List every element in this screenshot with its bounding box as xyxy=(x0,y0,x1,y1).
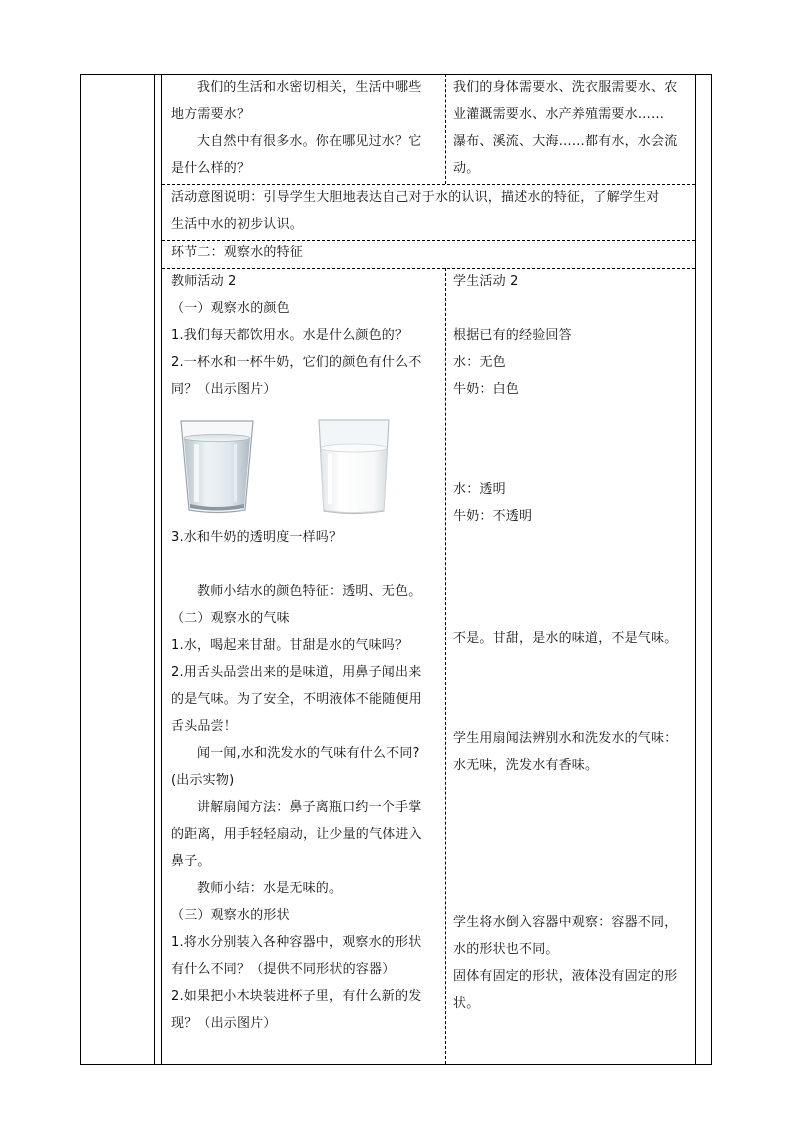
water-glass-image xyxy=(178,418,256,516)
teacher-line: 2.一杯水和一杯牛奶，它们的颜色有什么不 xyxy=(171,355,422,370)
student-line: 水的形状也不同。 xyxy=(453,942,559,957)
student-line: 牛奶：白色 xyxy=(453,382,520,397)
intro-teacher-line: 地方需要水？ xyxy=(171,107,251,122)
teacher-line: 1.水，喝起来甘甜。甘甜是水的气味吗？ xyxy=(171,638,409,653)
column-divider-1 xyxy=(154,74,155,1065)
section2-title: 环节二：观察水的特征 xyxy=(171,245,304,260)
shape-section-title: （三）观察水的形状 xyxy=(171,908,290,923)
student-line: 水：透明 xyxy=(453,482,506,497)
teacher-line: 2.如果把小木块装进杯子里，有什么新的发 xyxy=(171,989,422,1004)
teacher-line: 3.水和牛奶的透明度一样吗？ xyxy=(171,530,343,545)
teacher-line: 的是气味。为了安全，不明液体不能随便用 xyxy=(171,692,422,707)
intro-student-line: 瀑布、溪流、大海……都有水，水会流 xyxy=(453,134,678,149)
teacher-line: 1.将水分别装入各种容器中，观察水的形状 xyxy=(171,935,422,950)
teacher-line: 讲解扇闻方法：鼻子离瓶口约一个手掌 xyxy=(197,800,422,815)
intro-teacher-line: 我们的生活和水密切相关，生活中哪些 xyxy=(197,80,422,95)
teacher-line: (出示实物) xyxy=(171,773,235,788)
activity-intent-line: 生活中水的初步认识。 xyxy=(171,217,304,232)
teacher-line: 的距离，用手轻轻扇动，让少量的气体进入 xyxy=(171,827,422,842)
teacher-line: 舌头品尝！ xyxy=(171,719,238,734)
teacher-line: 同？（出示图片） xyxy=(171,382,277,397)
middle-dashed-divider-top xyxy=(445,74,446,184)
column-divider-2 xyxy=(161,74,162,1065)
teacher-activity-column xyxy=(171,268,443,1037)
table-left-border xyxy=(80,74,81,1065)
student-activity-column xyxy=(453,268,695,1017)
student-line: 水：无色 xyxy=(453,355,506,370)
activity-intent-line: 活动意图说明：引导学生大胆地表达自己对于水的认识，描述水的特征，了解学生对 xyxy=(171,190,660,205)
teacher-line: 鼻子。 xyxy=(171,854,211,869)
table-bottom-border xyxy=(80,1064,712,1065)
teacher-activity-header: 教师活动 2 xyxy=(171,274,237,289)
student-line: 牛奶：不透明 xyxy=(453,509,533,524)
middle-dashed-divider-bottom xyxy=(445,268,446,1064)
teacher-line: 2.用舌头品尝出来的是味道，用鼻子闻出来 xyxy=(171,665,422,680)
intro-teacher-line: 大自然中有很多水。你在哪见过水？它 xyxy=(197,134,422,149)
intro-student-cell xyxy=(453,74,693,182)
intro-teacher-cell xyxy=(171,74,441,182)
table-right-border xyxy=(711,74,712,1065)
milk-glass-image xyxy=(316,418,392,516)
intro-teacher-line: 是什么样的？ xyxy=(171,161,251,176)
student-line: 根据已有的经验回答 xyxy=(453,328,572,343)
teacher-line: 现？（出示图片） xyxy=(171,1016,277,1031)
section2-title-cell xyxy=(171,239,693,266)
intro-student-line: 动。 xyxy=(453,161,480,176)
teacher-line: 教师小结水的颜色特征：透明、无色。 xyxy=(197,584,422,599)
teacher-line: 教师小结：水是无味的。 xyxy=(197,881,343,896)
column-divider-3 xyxy=(695,74,696,1065)
teacher-line: 1.我们每天都饮用水。水是什么颜色的？ xyxy=(171,328,409,343)
student-activity-header: 学生活动 2 xyxy=(453,274,519,289)
student-line: 学生将水倒入容器中观察：容器不同， xyxy=(453,915,678,930)
intro-student-line: 业灌溉需要水、水产养殖需要水…… xyxy=(453,107,665,122)
teacher-line: 闻一闻,水和洗发水的气味有什么不同? xyxy=(197,746,420,761)
activity-intent-cell xyxy=(171,184,693,238)
color-section-title: （一）观察水的颜色 xyxy=(171,301,290,316)
intro-student-line: 我们的身体需要水、洗衣服需要水、农 xyxy=(453,80,678,95)
smell-section-title: （二）观察水的气味 xyxy=(171,611,290,626)
student-line: 学生用扇闻法辨别水和洗发水的气味： xyxy=(453,731,678,746)
student-line: 状。 xyxy=(453,996,480,1011)
teacher-line: 有什么不同？（提供不同形状的容器） xyxy=(171,962,396,977)
student-line: 固体有固定的形状，液体没有固定的形 xyxy=(453,969,678,984)
student-line: 水无味，洗发水有香味。 xyxy=(453,758,599,773)
student-line: 不是。甘甜，是水的味道，不是气味。 xyxy=(453,631,678,646)
